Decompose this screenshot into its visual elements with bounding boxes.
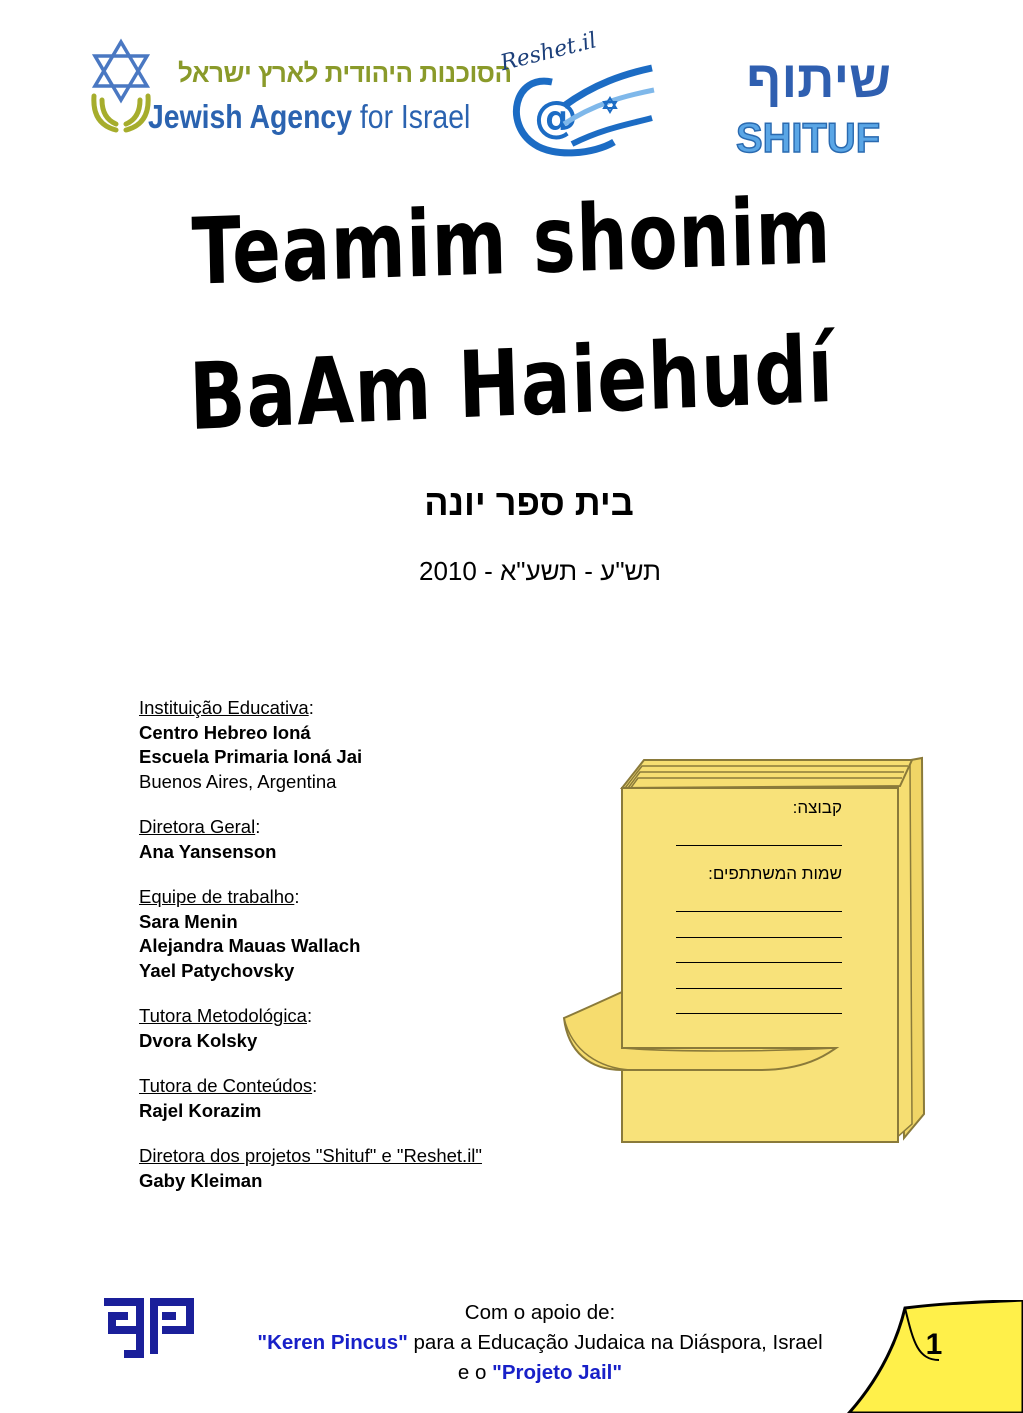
shituf-logo — [734, 50, 899, 170]
credit-label: Tutora Metodológica — [139, 1005, 307, 1026]
credit-value: Escuela Primaria Ioná Jai — [139, 746, 363, 767]
group-blank-line[interactable] — [676, 821, 842, 847]
credit-content-tutor: Tutora de Conteúdos: Rajel Korazim — [139, 1074, 559, 1123]
support-credits — [180, 1298, 900, 1388]
star-of-david-hands-icon — [86, 38, 156, 134]
jewish-agency-name-bold: Jewish Agency — [148, 98, 353, 135]
shituf-hebrew-wordmark: שיתוף — [746, 51, 891, 109]
participant-blank-line[interactable] — [676, 912, 842, 938]
projeto-jail-name: "Projeto Jail" — [492, 1361, 623, 1384]
credit-value: Rajel Korazim — [139, 1099, 262, 1121]
jewish-agency-hebrew-name: הסוכנות היהודית לארץ ישראל — [178, 58, 512, 88]
credit-value: Centro Hebreo Ioná — [139, 721, 311, 743]
participant-blank-line[interactable] — [676, 989, 842, 1015]
support-project-line — [180, 1358, 900, 1388]
jewish-agency-logo — [86, 36, 512, 136]
reshet-wordmark: Reshet.il — [498, 28, 600, 77]
participant-blank-line[interactable] — [676, 887, 842, 913]
and-connector: e o — [457, 1361, 493, 1384]
credit-institution: Instituição Educativa: Centro Hebreo Ioná Escuela Primaria Ioná Jai Buenos Aires, Argentina — [139, 696, 559, 794]
credit-value: Ana Yansenson — [139, 840, 277, 862]
credit-label: Diretora dos projetos "Shituf" e "Reshet.il" — [139, 1145, 482, 1166]
shituf-english-wordmark: SHITUF — [736, 114, 881, 161]
support-line: Com o apoio de: — [464, 1301, 616, 1324]
jewish-agency-name-thin: for Israel — [359, 98, 471, 135]
svg-text:@: @ — [534, 92, 578, 143]
sponsor-description: para a Educação Judaica na Diáspora, Israel — [407, 1331, 823, 1354]
reshet-il-logo — [494, 28, 659, 164]
school-years: 2010 - תש"ע - תשע"א — [419, 556, 661, 586]
school-name-hebrew: בית ספר יונה — [424, 482, 634, 523]
credit-value: Yael Patychovsky — [139, 959, 295, 981]
notepad-illustration — [560, 752, 932, 1144]
participants-label: שמות המשתתפים: — [708, 864, 842, 883]
credit-label: Tutora de Conteúdos — [139, 1075, 313, 1096]
credit-team: Equipe de trabalho: Sara Menin Alejandra Mauas Wallach Yael Patychovsky — [139, 885, 559, 983]
credit-location: Buenos Aires, Argentina — [139, 770, 337, 792]
credit-director: Diretora Geral: Ana Yansenson — [139, 815, 559, 864]
support-sponsor-line — [180, 1328, 900, 1358]
credit-label: Equipe de trabalho — [139, 886, 295, 907]
jewish-agency-english-name — [148, 98, 470, 136]
participant-blank-line[interactable] — [676, 963, 842, 989]
credit-label: Instituição Educativa — [139, 697, 309, 718]
page-number: 1 — [925, 1328, 943, 1361]
group-label: קבוצה: — [792, 798, 842, 817]
title-line-2: BaAm Haiehudí — [187, 315, 836, 452]
participant-blank-line[interactable] — [676, 938, 842, 964]
credit-value: Sara Menin — [139, 910, 238, 932]
notepad-form — [676, 796, 842, 1014]
credit-value: Dvora Kolsky — [139, 1029, 258, 1051]
credit-methodology-tutor: Tutora Metodológica: Dvora Kolsky — [139, 1004, 559, 1053]
credits-block — [139, 696, 559, 1193]
credit-projects-director — [139, 1144, 559, 1193]
credit-value: Gaby Kleiman — [139, 1169, 263, 1191]
keren-pincus-name: "Keren Pincus" — [257, 1331, 408, 1354]
title-line-1: Teamim shonim — [190, 177, 833, 306]
credit-label: Diretora Geral — [139, 816, 256, 837]
at-sign-flag-icon — [494, 44, 659, 164]
credit-value: Alejandra Mauas Wallach — [139, 935, 361, 956]
